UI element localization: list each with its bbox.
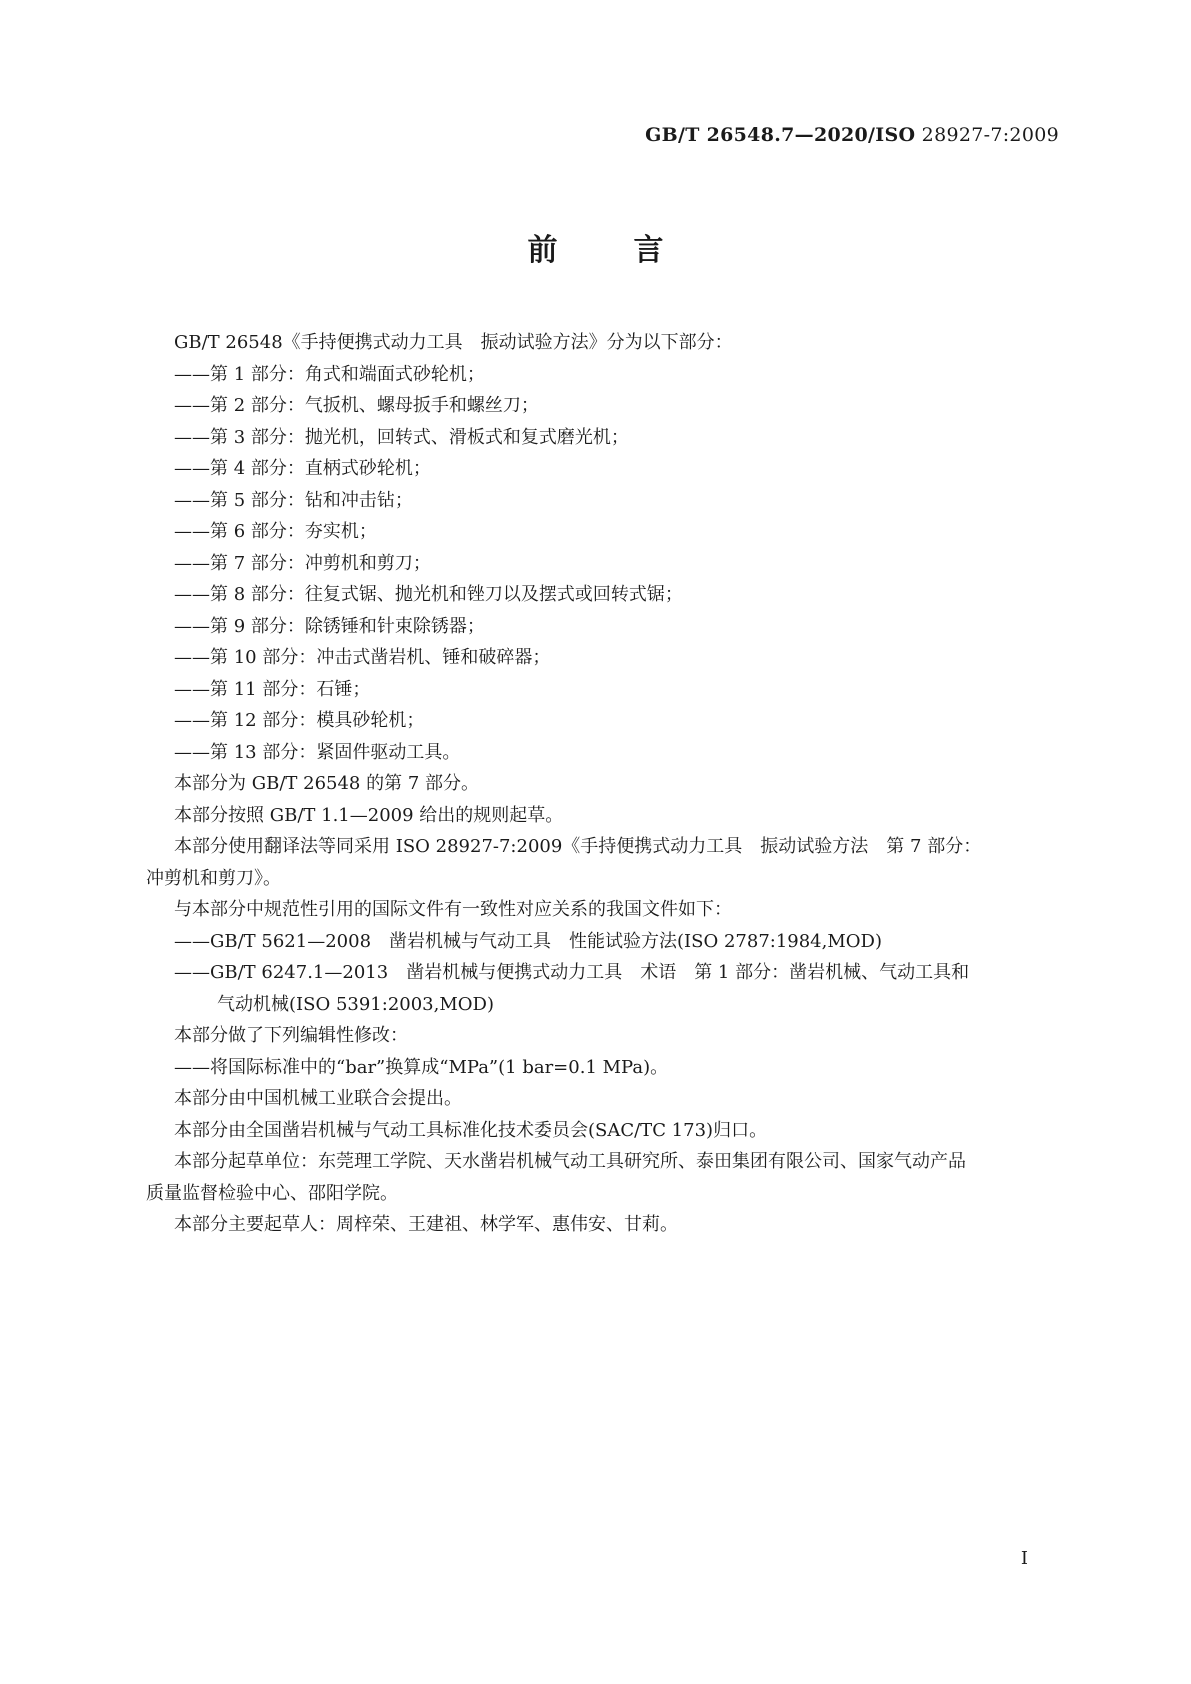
list-item-part-7: ——第 7 部分：冲剪机和剪刀； xyxy=(174,552,431,574)
list-item-part-9: ——第 9 部分：除锈锤和针束除锈器； xyxy=(174,615,485,637)
page-title xyxy=(0,225,1191,269)
paragraph-drafting-rules: 本部分按照 GB/T 1.1—2009 给出的规则起草。 xyxy=(174,804,564,826)
paragraph-drafters: 本部分主要起草人：周梓荣、王建祖、林学军、惠伟安、甘莉。 xyxy=(174,1214,678,1235)
reference-item-gbt-5621: ——GB/T 5621—2008 凿岩机械与气动工具 性能试验方法(ISO 2787:1984,MOD) xyxy=(174,930,883,952)
list-item-part-4: ——第 4 部分：直柄式砂轮机； xyxy=(174,458,431,479)
paragraph-administered-by: 本部分由全国凿岩机械与气动工具标准化技术委员会(SAC/TC 173)归口。 xyxy=(174,1119,768,1141)
paragraph-drafting-units-line-1: 本部分起草单位：东莞理工学院、天水凿岩机械气动工具研究所、泰田集团有限公司、国家气动产品 xyxy=(174,1151,966,1172)
standard-code-iso-number: 28927-7:2009 xyxy=(915,124,1059,146)
list-item-part-8: ——第 8 部分：往复式锯、抛光机和锉刀以及摆式或回转式锯； xyxy=(174,584,683,605)
paragraph-editorial-changes: 本部分做了下列编辑性修改： xyxy=(174,1025,408,1046)
paragraph-adoption-line-2: 冲剪机和剪刀》。 xyxy=(146,867,281,889)
list-item-part-6: ——第 6 部分：夯实机； xyxy=(174,521,377,542)
preface-body xyxy=(146,327,1060,1241)
title-char-2: 言 xyxy=(633,233,664,268)
reference-item-gbt-6247-line-1: ——GB/T 6247.1—2013 凿岩机械与便携式动力工具 术语 第 1 部分：凿岩机械、气动工具和 xyxy=(174,962,970,983)
paragraph-normative-references: 与本部分中规范性引用的国际文件有一致性对应关系的我国文件如下： xyxy=(174,899,732,920)
paragraph-part-statement: 本部分为 GB/T 26548 的第 7 部分。 xyxy=(174,773,479,794)
list-item-part-12: ——第 12 部分：模具砂轮机； xyxy=(174,710,425,731)
paragraph-proposed-by: 本部分由中国机械工业联合会提出。 xyxy=(174,1088,462,1109)
page-number: Ⅰ xyxy=(1020,1548,1028,1569)
title-char-1: 前 xyxy=(527,233,558,268)
paragraph-drafting-units-line-2: 质量监督检验中心、邵阳学院。 xyxy=(146,1182,398,1204)
intro-paragraph: GB/T 26548《手持便携式动力工具 振动试验方法》分为以下部分： xyxy=(174,332,733,353)
paragraph-adoption-line-1: 本部分使用翻译法等同采用 ISO 28927-7:2009《手持便携式动力工具 振动试验方法 第 7 部分： xyxy=(174,836,982,857)
list-item-part-2: ——第 2 部分：气扳机、螺母扳手和螺丝刀； xyxy=(174,395,539,416)
list-item-part-1: ——第 1 部分：角式和端面式砂轮机； xyxy=(174,363,485,385)
list-item-part-3: ——第 3 部分：抛光机，回转式、滑板式和复式磨光机； xyxy=(174,426,629,448)
list-item-part-13: ——第 13 部分：紧固件驱动工具。 xyxy=(174,741,461,763)
editorial-change-item: ——将国际标准中的“bar”换算成“MPa”(1 bar=0.1 MPa)。 xyxy=(174,1056,669,1078)
standard-code-iso: ISO xyxy=(875,124,916,146)
standard-code xyxy=(645,124,1059,146)
list-item-part-5: ——第 5 部分：钻和冲击钻； xyxy=(174,489,413,511)
list-item-part-11: ——第 11 部分：石锤； xyxy=(174,678,371,700)
reference-item-gbt-6247-line-2: 气动机械(ISO 5391:2003,MOD) xyxy=(217,993,494,1015)
list-item-part-10: ——第 10 部分：冲击式凿岩机、锤和破碎器； xyxy=(174,647,551,668)
standard-code-gb: GB/T 26548.7—2020/ xyxy=(645,124,876,146)
